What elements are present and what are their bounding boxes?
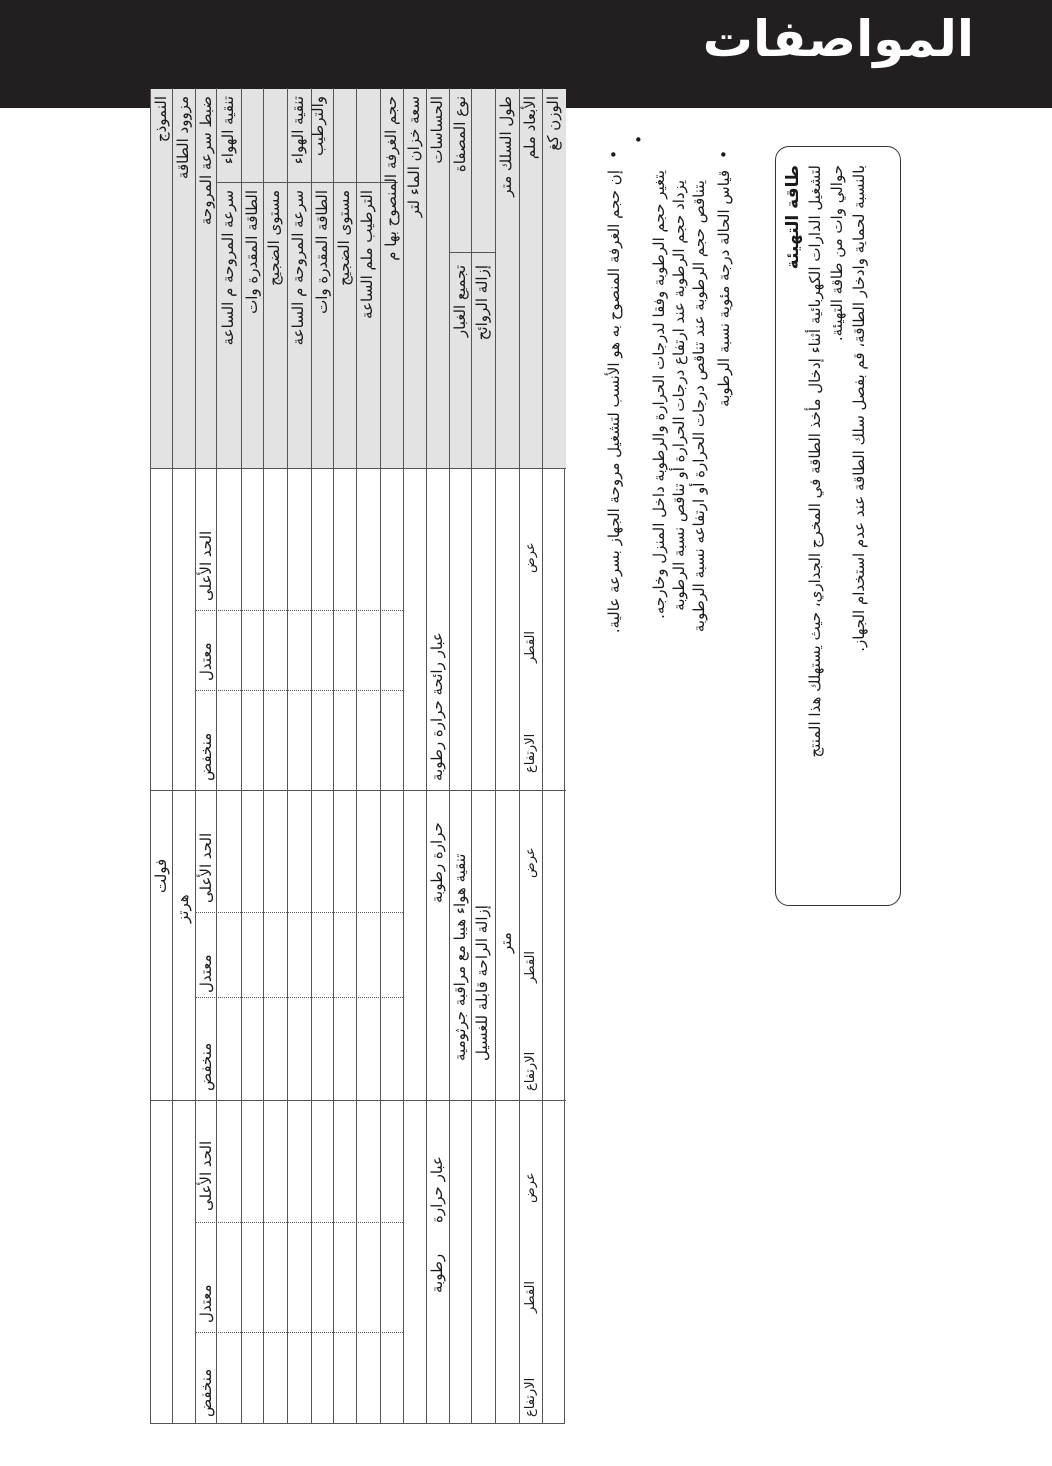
- row-label-humidification: الترطيب ملم الساعة: [358, 190, 376, 319]
- col-a-sensors-2: رطوبة: [428, 1253, 446, 1293]
- row-label-fan-speed: سرعة المروحة م الساعة: [219, 190, 237, 346]
- row-label-filter-type: نوع المصفاة: [451, 96, 469, 173]
- row-label-odor-removal: إزالة الروائح: [473, 265, 491, 341]
- row-label-power-supply: مزوود الطاقة: [174, 96, 192, 180]
- col-b-low: منخفض: [197, 1042, 215, 1091]
- col-a-medium: معتدل: [197, 1284, 215, 1323]
- standby-line-3: بالنسبة لحماية وادخار الطاقة، قم بفصل سلك الطاقة عند عدم استخدام الجهاز.: [850, 165, 868, 652]
- col-b-voltage: فولت: [152, 858, 170, 893]
- col-b-depth: القطر: [523, 951, 538, 983]
- row-label-dust-collection: تجميع الغبار: [451, 265, 469, 338]
- col-c-depth: القطر: [523, 631, 538, 663]
- col-b-medium: معتدل: [197, 954, 215, 993]
- col-b-sensors: حرارة رطوبة: [428, 822, 446, 903]
- row-label-room-size: حجم الغرفة المنصوح بها م: [382, 96, 400, 261]
- note-condition: قياس الحالة درجة مئوية نسبة الرطوبة: [715, 170, 733, 407]
- col-c-low: منخفض: [197, 732, 215, 781]
- note-bullet-3: •: [715, 150, 733, 159]
- row-label-noise-level: مستوى الضجيج: [265, 190, 283, 286]
- note-room-size: إن حجم الغرفة المنصوح به هو الأنسب لتشغيل مروحة الجهاز بسرعة عالية.: [605, 170, 623, 634]
- note-bullet-1: •: [605, 150, 623, 159]
- row-label-tank-capacity: سعة خزان الماء لتر: [405, 96, 423, 218]
- col-a-sensors-1: عبار حرارة: [428, 1156, 446, 1223]
- col-b-height: الارتفاع: [523, 1051, 538, 1091]
- row-label-weight: الوزن كغ: [544, 96, 562, 151]
- col-c-width: عرض: [523, 542, 538, 573]
- note-bullet-2: •: [630, 135, 648, 144]
- row-label-cord-length: طول السلك متر: [497, 96, 515, 197]
- row-label-fan-speed-setting: ضبط سرعة المروحة: [197, 96, 215, 226]
- row-label-rated-power: الطاقة المقدرة وات: [243, 190, 261, 314]
- row-label-model: النموذج: [152, 96, 170, 143]
- col-b-cord: متر: [497, 932, 515, 953]
- col-b-filter-2: إزالة الراحة قابلة للغسيل: [473, 905, 491, 1061]
- note-humidity-c: يتناقص حجم الرطوبة عند تناقص درجات الحرارة أو ارتفاعه نسبة الرطوبة: [690, 180, 708, 633]
- col-c-max: الحد الأعلى: [197, 530, 215, 601]
- col-b-max: الحد الأعلى: [197, 832, 215, 903]
- standby-line-2: حوالي وات من طاقة التهيئة.: [828, 165, 846, 342]
- col-c-height: الارتفاع: [523, 733, 538, 773]
- row-label-fan-speed-2: سرعة المروحة م الساعة: [289, 190, 307, 346]
- col-c-sensors: عبار رائحة حرارة رطوبة: [428, 632, 446, 781]
- row-label-rated-power-2: الطاقة المقدرة وات: [313, 190, 331, 314]
- col-b-filter-1: تنقية هواء هيبا مع مراقبة جرثومية: [451, 853, 469, 1061]
- spec-table: [150, 89, 565, 1424]
- standby-title: طاقة التهيئة: [783, 165, 803, 270]
- standby-power-box: [775, 146, 901, 906]
- row-label-purify-humidify-2: والترطيب: [309, 96, 327, 156]
- row-label-air-purify: تنقية الهواء: [219, 96, 237, 165]
- note-humidity-b: يزداد حجم الرطوبة عند ارتفاع درجات الحرارة أو تناقص نسبة الرطوبة: [670, 180, 688, 611]
- page-title: المواصفات: [702, 10, 974, 68]
- col-a-height: الارتفاع: [523, 1377, 538, 1417]
- col-a-low: منخفض: [197, 1368, 215, 1417]
- row-label-dimensions: الأبعاد ملم: [521, 96, 539, 160]
- col-a-depth: القطر: [523, 1281, 538, 1313]
- col-c-medium: معتدل: [197, 642, 215, 681]
- note-humidity: يتغير حجم الرطوبة وفقا لدرجات الحرارة والرطوبة داخل المنزل وخارجه.: [650, 170, 668, 619]
- row-label-sensors: الحساسات: [428, 96, 446, 164]
- row-label-purify-humidify: تنقية الهواء: [289, 96, 307, 165]
- standby-line-1: لتشغيل الدارات الكهربائية أثناء إدخال مأخذ الطاقة في المخرج الجداري، حيث يستهلك هذا المنتج: [806, 165, 824, 758]
- col-a-width: عرض: [523, 1172, 538, 1203]
- col-b-hertz: هرتز: [174, 894, 192, 923]
- row-label-noise-level-2: مستوى الضجيج: [335, 190, 353, 286]
- col-b-width: عرض: [523, 847, 538, 878]
- col-a-max: الحد الأعلى: [197, 1140, 215, 1211]
